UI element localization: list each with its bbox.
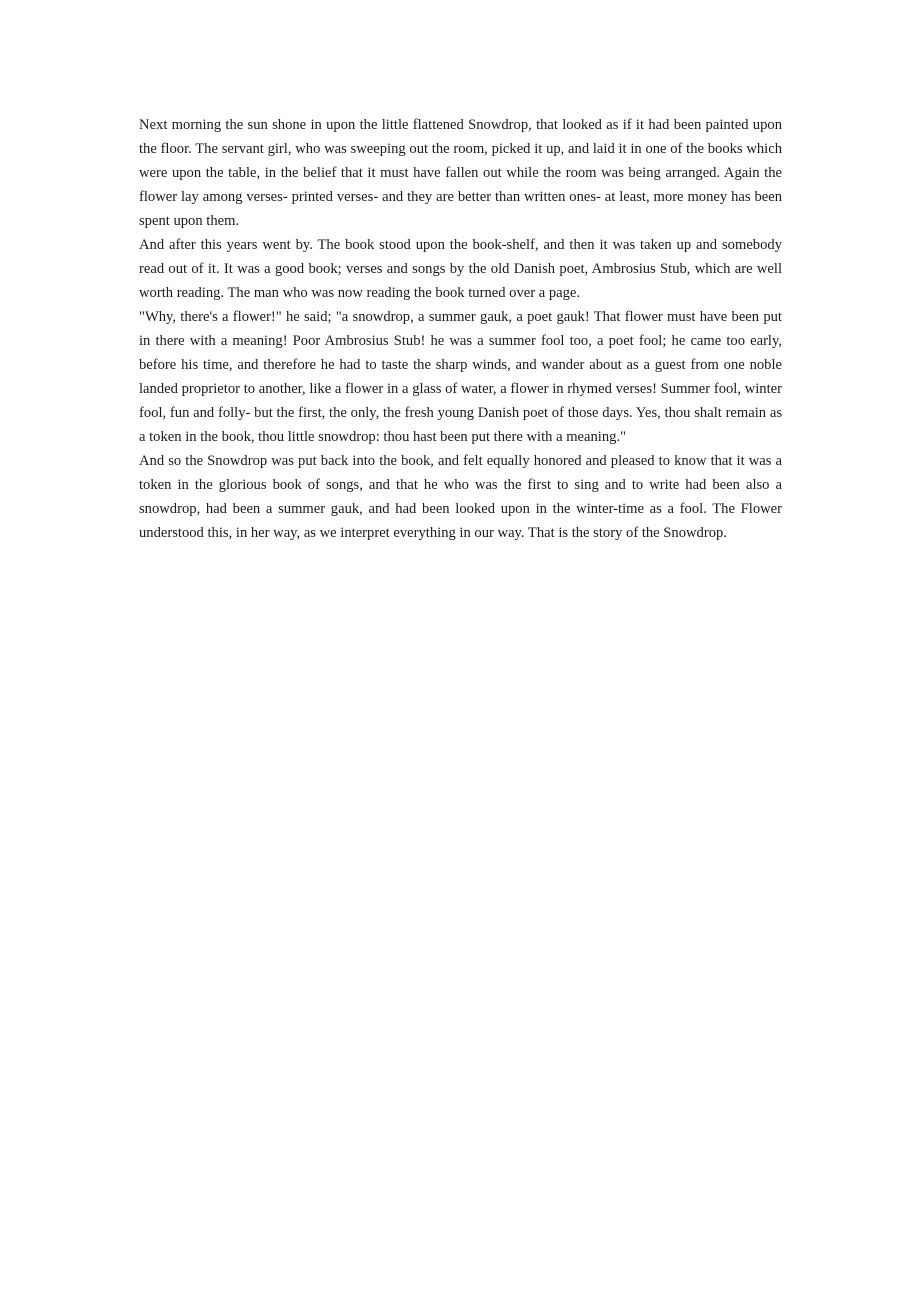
paragraph-3: "Why, there's a flower!" he said; "a snowdrop, a summer gauk, a poet gauk! That flower must have been put in there with a meaning! Poor Ambrosius Stub! he was a summer fool too, a poet fool; he came too early, before his time, and therefore he had to taste the sharp winds, and wander about as a guest from one noble landed proprietor to another, like a flower in a glass of water, a flower in rhymed verses! Summer fool, winter fool, fun and folly- but the first, the only, the fresh young Danish poet of those days. Yes, thou shalt remain as a token in the book, thou little snowdrop: thou hast been put there with a meaning.": [139, 309, 782, 445]
paragraph-2: And after this years went by. The book stood upon the book-shelf, and then it was taken up and somebody read out of it. It was a good book; verses and songs by the old Danish poet, Ambrosius Stub, which are well worth reading. The man who was now reading the book turned over a page.: [139, 237, 782, 301]
paragraph-1: Next morning the sun shone in upon the little flattened Snowdrop, that looked as if it had been painted upon the floor. The servant girl, who was sweeping out the room, picked it up, and laid it in one of the books which were upon the table, in the belief that it must have fallen out while the room was being arranged. Again the flower lay among verses- printed verses- and they are better than written ones- at least, more money has been spent upon them.: [139, 117, 782, 229]
paragraph-4: And so the Snowdrop was put back into the book, and felt equally honored and pleased to know that it was a token in the glorious book of songs, and that he who was the first to sing and to write had been also a snowdrop, had been a summer gauk, and had been looked upon in the winter-time as a fool. The Flower understood this, in her way, as we interpret everything in our way. That is the story of the Snowdrop.: [139, 453, 782, 541]
story-text: [139, 113, 782, 545]
